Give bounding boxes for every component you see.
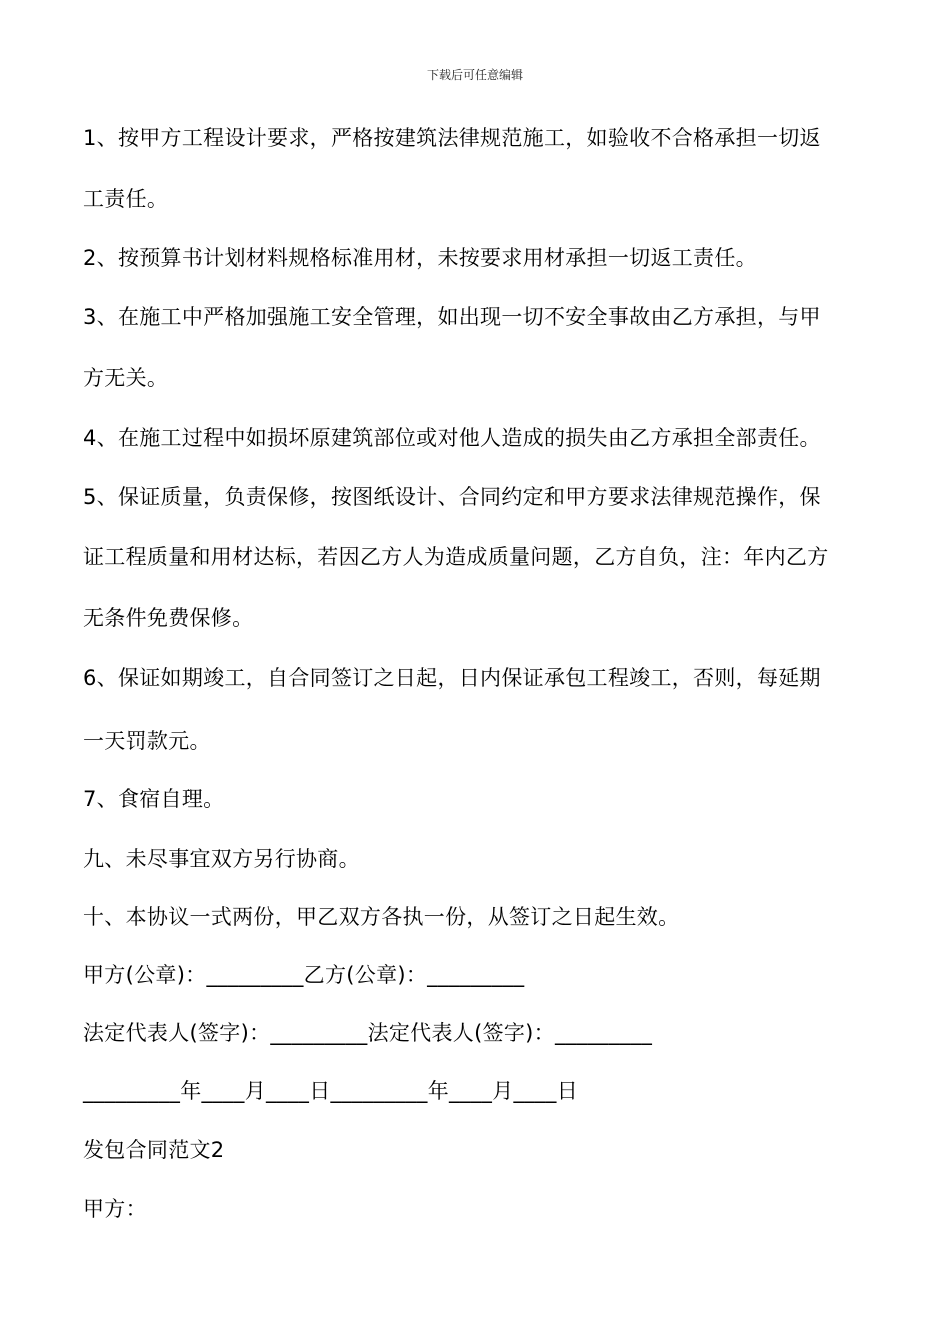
party-a-label: 甲方： bbox=[83, 1197, 147, 1221]
header-note: 下载后可任意编辑 bbox=[426, 68, 523, 82]
date-line: _________年____月____日_________年____月____日 bbox=[83, 1079, 578, 1103]
clause-1-line-2: 工责任。 bbox=[83, 187, 169, 211]
clause-3-line-1: 3、在施工中严格加强施工安全管理，如出现一切不安全事故由乙方承担，与甲 bbox=[83, 305, 821, 329]
clause-6-line-2: 一天罚款元。 bbox=[83, 729, 211, 753]
clause-1-line-1: 1、按甲方工程设计要求，严格按建筑法律规范施工，如验收不合格承担一切返 bbox=[83, 126, 821, 150]
party-seal-line: 甲方(公章)：_________乙方(公章)：_________ bbox=[83, 963, 525, 987]
clause-2: 2、按预算书计划材料规格标准用材，未按要求用材承担一切返工责任。 bbox=[83, 246, 757, 270]
clause-5-line-1: 5、保证质量，负责保修，按图纸设计、合同约定和甲方要求法律规范操作，保 bbox=[83, 485, 821, 509]
clause-7: 7、食宿自理。 bbox=[83, 787, 225, 811]
clause-6-line-1: 6、保证如期竣工，自合同签订之日起，日内保证承包工程竣工，否则，每延期 bbox=[83, 666, 821, 690]
legal-rep-signature-line: 法定代表人(签字)：_________法定代表人(签字)：_________ bbox=[83, 1021, 653, 1045]
clause-5-line-3: 无条件免费保修。 bbox=[83, 606, 254, 630]
clause-5-line-2: 证工程质量和用材达标，若因乙方人为造成质量问题，乙方自负，注：年内乙方 bbox=[83, 545, 829, 569]
section-9: 九、未尽事宜双方另行协商。 bbox=[83, 847, 360, 871]
section-title-sample-2: 发包合同范文2 bbox=[83, 1138, 225, 1162]
section-10: 十、本协议一式两份，甲乙双方各执一份，从签订之日起生效。 bbox=[83, 905, 680, 929]
clause-3-line-2: 方无关。 bbox=[83, 366, 169, 390]
clause-4: 4、在施工过程中如损坏原建筑部位或对他人造成的损失由乙方承担全部责任。 bbox=[83, 426, 821, 450]
